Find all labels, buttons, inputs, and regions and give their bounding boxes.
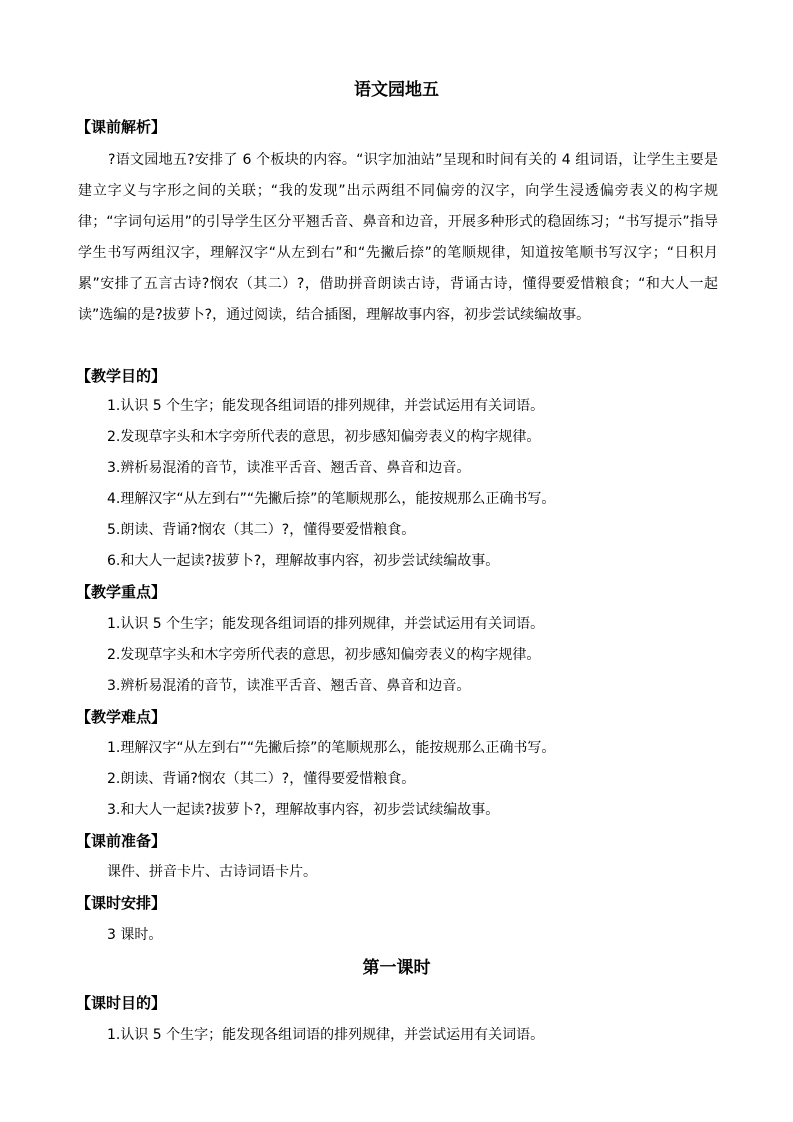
lesson1-goal-item: 1.认识 5 个生字；能发现各组词语的排列规律，并尝试运用有关词语。 (107, 1027, 545, 1043)
analysis-paragraph: ?语文园地五?安排了 6 个板块的内容。“识字加油站”呈现和时间有关的 4 组词语，让学生主要是建立字义与字形之间的关联；“我的发现”出示两组不同偏旁的汉字，向学生浸透偏旁表义的构字规律；“字词句运用”的引导学生区分平翘舌音、鼻音和边音，开展多种形式的稳固练习；“书写提示”指导学生书写两组汉字，理解汉字“从左到右”和“先撇后捺”的笔顺规律，知道按笔顺书写汉字；“日积月累”安排了五言古诗?悯农（其二）?，借助拼音朗读古诗，背诵古诗，懂得要爱惜粮食；“和大人一起读”选编的是?拔萝卜?，通过阅读，结合插图，理解故事内容，初步尝试续编故事。 (78, 152, 718, 323)
goal-item: 3.辨析易混淆的音节，读准平舌音、翘舌音、鼻音和边音。 (107, 460, 471, 476)
difficulty-item: 1.理解汉字“从左到右”“先撇后捺”的笔顺规那么，能按规那么正确书写。 (107, 740, 556, 756)
goal-item: 5.朗读、背诵?悯农（其二）?，懂得要爱惜粮食。 (107, 522, 416, 538)
goal-item: 2.发现草字头和木字旁所代表的意思，初步感知偏旁表义的构字规律。 (107, 429, 541, 445)
goal-item: 4.理解汉字“从左到右”“先撇后捺”的笔顺规那么，能按规那么正确书写。 (107, 491, 556, 507)
heading-key-points: 【教学重点】 (76, 583, 167, 601)
key-point-item: 3.辨析易混淆的音节，读准平舌音、翘舌音、鼻音和边音。 (107, 678, 471, 694)
heading-preparation: 【课前准备】 (76, 832, 167, 850)
goal-item: 6.和大人一起读?拔萝卜?，理解故事内容，初步尝试续编故事。 (107, 553, 500, 569)
heading-goals: 【教学目的】 (76, 367, 167, 385)
goal-item: 1.认识 5 个生字；能发现各组词语的排列规律，并尝试运用有关词语。 (107, 398, 545, 414)
schedule-text: 3 课时。 (107, 927, 163, 943)
lesson1-title: 第一课时 (362, 958, 431, 978)
key-point-item: 1.认识 5 个生字；能发现各组词语的排列规律，并尝试运用有关词语。 (107, 616, 545, 632)
heading-lesson1-goals: 【课时目的】 (76, 994, 167, 1012)
difficulty-item: 2.朗读、背诵?悯农（其二）?，懂得要爱惜粮食。 (107, 771, 416, 787)
key-point-item: 2.发现草字头和木字旁所代表的意思，初步感知偏旁表义的构字规律。 (107, 647, 541, 663)
heading-schedule: 【课时安排】 (76, 894, 167, 912)
heading-difficulties: 【教学难点】 (76, 708, 167, 726)
preparation-text: 课件、拼音卡片、古诗词语卡片。 (107, 864, 317, 880)
document-title: 语文园地五 (354, 80, 439, 100)
heading-analysis: 【课前解析】 (76, 118, 167, 136)
difficulty-item: 3.和大人一起读?拔萝卜?，理解故事内容，初步尝试续编故事。 (107, 802, 500, 818)
